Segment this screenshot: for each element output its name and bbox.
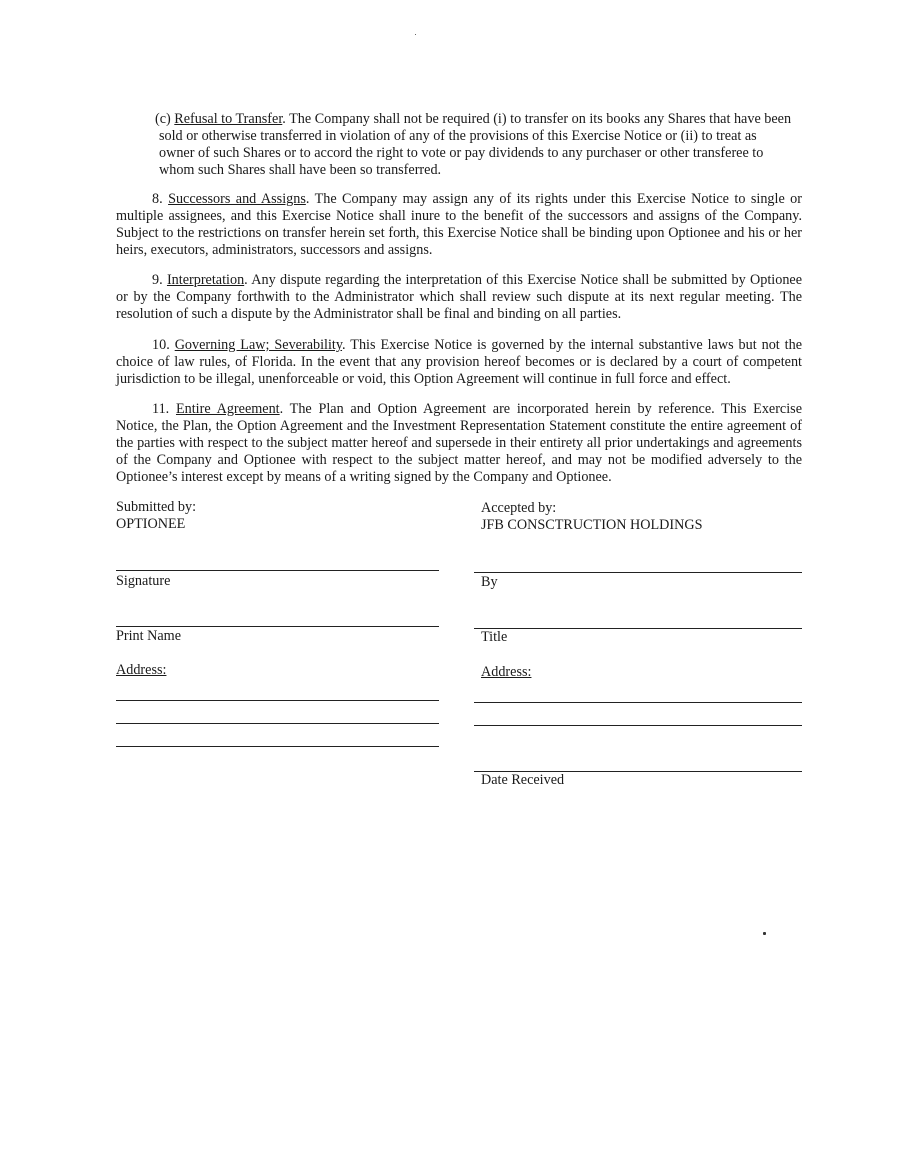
signature-line[interactable] [116, 570, 439, 571]
submitted-by-label: Submitted by: [116, 499, 197, 515]
paragraph-number: 8. [152, 191, 163, 207]
scan-speck [763, 932, 766, 935]
by-line[interactable] [474, 572, 802, 573]
title-line[interactable] [474, 628, 802, 629]
accepted-by-label: Accepted by: [481, 500, 557, 516]
by-label: By [481, 574, 498, 590]
paragraph-text: . The Plan and Option Agreement are incorporated herein by reference. This Exercise Notice, the Plan, the Option Agreement and the Investment Representation Statement constitute the entire agreement of the parties with respect to the subject matter hereof and supersede in their entirety all prior undertakings and agreements of the Company and Optionee with respect to the subject matter hereof, and may not be modified adversely to the Optionee’s interest except by means of a writing signed by the Company and Optionee. [116, 401, 802, 485]
paragraph-heading: Governing Law; Severability [174, 337, 343, 353]
paragraph-8-successors-and-assigns [116, 191, 802, 259]
paragraph-number: 9. [152, 272, 163, 288]
print-name-label: Print Name [116, 628, 182, 644]
company-address-line-1[interactable] [474, 702, 802, 703]
optionee-address-label: Address: [116, 662, 167, 678]
company-address-label: Address: [481, 664, 532, 680]
optionee-address-line-3[interactable] [116, 746, 439, 747]
optionee-label: OPTIONEE [116, 516, 186, 532]
paragraph-text: . The Company may assign any of its rights under this Exercise Notice to single or multiple assignees, and this Exercise Notice shall inure to the benefit of the successors and assigns of the Company. Subject to the restrictions on transfer herein set forth, this Exercise Notice shall be binding upon Optionee and his or her heirs, executors, administrators, successors and assigns. [116, 191, 802, 258]
company-name-label: JFB CONSCTRUCTION HOLDINGS [481, 517, 703, 533]
optionee-address-line-1[interactable] [116, 700, 439, 701]
optionee-address-line-2[interactable] [116, 723, 439, 724]
paragraph-heading: Refusal to Transfer [174, 111, 283, 127]
paragraph-heading: Interpretation [166, 272, 245, 288]
paragraph-c-refusal-to-transfer [155, 111, 793, 179]
paragraph-text: . Any dispute regarding the interpretation of this Exercise Notice shall be submitted by Optionee or by the Company forthwith to the Administrator which shall review such dispute at its next regular meeting. The resolution of such a dispute by the Administrator shall be final and binding on all parties. [116, 272, 803, 322]
paragraph-number: 11. [152, 401, 170, 417]
date-received-label: Date Received [481, 772, 565, 788]
paragraph-9-interpretation [116, 272, 802, 323]
paragraph-text: . This Exercise Notice is governed by the internal substantive laws but not the choice of law rules, of Florida. In the event that any provision hereof becomes or is declared by a court of competent jurisdiction to be illegal, unenforceable or void, this Option Agreement will continue in full force and effect. [116, 337, 803, 387]
title-label: Title [481, 629, 508, 645]
signature-label: Signature [116, 573, 171, 589]
scan-speck [415, 34, 416, 35]
paragraph-heading: Successors and Assigns [168, 191, 306, 207]
print-name-line[interactable] [116, 626, 439, 627]
paragraph-11-entire-agreement [116, 401, 802, 486]
paragraph-number: (c) [155, 111, 171, 127]
paragraph-number: 10. [152, 337, 170, 353]
paragraph-10-governing-law [116, 337, 802, 388]
company-address-line-2[interactable] [474, 725, 802, 726]
paragraph-text: . The Company shall not be required (i) to transfer on its books any Shares that have been sold or otherwise transferred in violation of any of the provisions of this Exercise Notice or (ii) to treat as owner of such Shares or to accord the right to vote or pay dividends to any purchaser or other transferee to whom such Shares shall have been so transferred. [159, 111, 792, 178]
paragraph-heading: Entire Agreement [175, 401, 280, 417]
